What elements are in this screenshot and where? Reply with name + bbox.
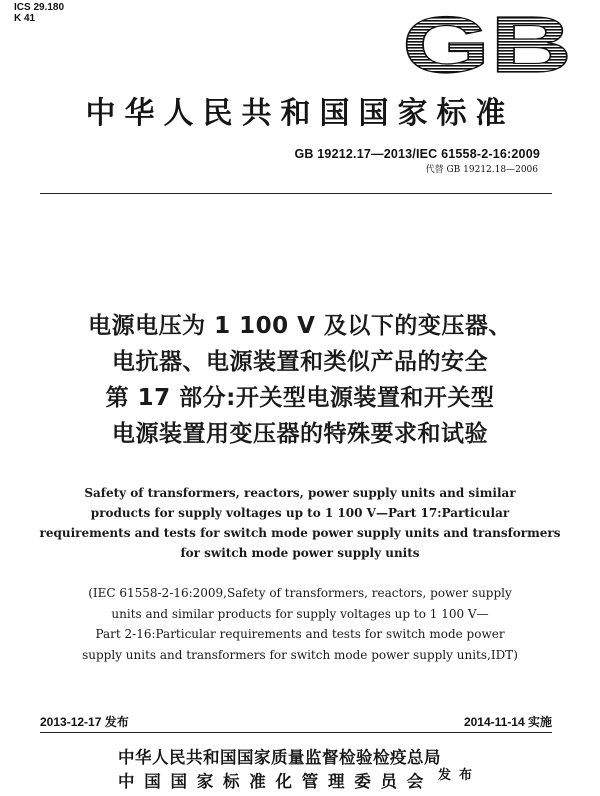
iec-equivalence xyxy=(0,583,600,665)
chinese-title-line: 第 17 部分:开关型电源装置和开关型 xyxy=(105,385,495,411)
chinese-title xyxy=(0,308,600,452)
iec-equivalence-line: units and similar products for supply voltages up to 1 100 V— xyxy=(111,606,489,621)
issue-date: 2013-12-17 发布 xyxy=(40,715,129,729)
national-standard-heading: 中华人民共和国国家标准 xyxy=(85,96,515,131)
english-title xyxy=(0,483,600,563)
english-title-line: requirements and tests for switch mode power supply units and transformers xyxy=(39,526,561,540)
replaces-standard: 代替 GB 19212.18—2006 xyxy=(425,165,538,175)
ics-code: ICS 29.180 xyxy=(14,2,65,13)
english-title-line: for switch mode power supply units xyxy=(180,546,420,560)
chinese-title-line: 电源电压为 1 100 V 及以下的变压器、 xyxy=(88,313,512,339)
chinese-title-line: 电抗器、电源装置和类似产品的安全 xyxy=(112,349,488,375)
iec-equivalence-line: Part 2-16:Particular requirements and tests for switch mode power xyxy=(95,627,505,641)
gb-logo xyxy=(398,8,576,80)
chinese-title-line: 电源装置用变压器的特殊要求和试验 xyxy=(112,421,488,447)
implementation-date: 2014-11-14 实施 xyxy=(463,715,552,729)
english-title-line: Safety of transformers, reactors, power supply units and similar xyxy=(84,486,516,500)
footer-divider xyxy=(40,732,552,733)
gb-logo-text: GB xyxy=(402,8,572,80)
iec-equivalence-line: (IEC 61558-2-16:2009,Safety of transformers, reactors, power supply xyxy=(88,586,512,600)
english-title-line: products for supply voltages up to 1 100 V—Part 17:Particular xyxy=(90,506,510,520)
ccs-code: K 41 xyxy=(14,13,36,24)
issuer-sac: 中 国 国 家 标 准 化 管 理 委 员 会 xyxy=(118,772,426,791)
standard-number: GB 19212.17—2013/IEC 61558-2-16:2009 xyxy=(294,147,540,161)
iec-equivalence-line: supply units and transformers for switch mode power supply units,IDT) xyxy=(82,647,518,662)
issuer-aqsiq: 中华人民共和国国家质量监督检验检疫总局 xyxy=(118,748,441,767)
header-divider xyxy=(40,193,552,194)
issue-label: 发布 xyxy=(438,768,481,783)
